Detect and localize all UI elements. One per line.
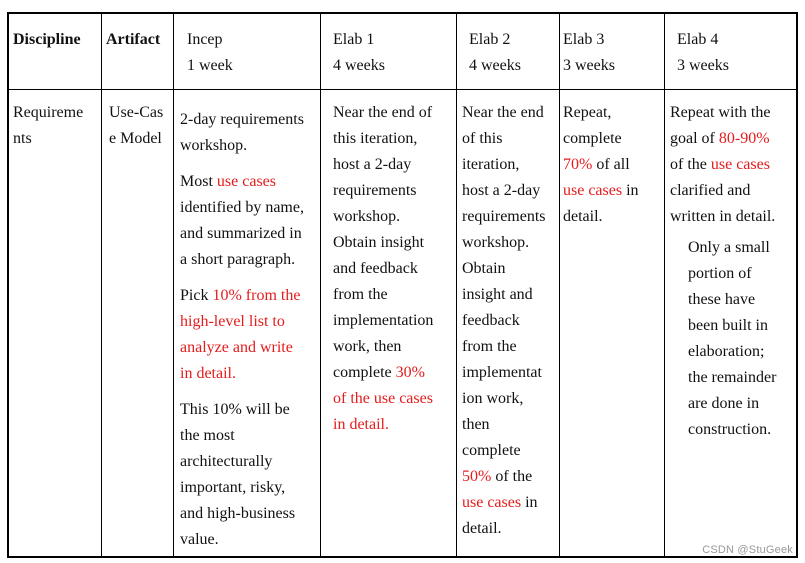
cell-discipline: Requireme nts [13, 104, 84, 147]
cell-elab2: Near the end of this iteration, host a 2-day requirements workshop. Obtain insight and feedback from the implementat ion work, then complete 50% of the use cases in detail. [462, 104, 546, 537]
header-discipline: Discipline [13, 31, 81, 48]
column-divider [101, 14, 102, 556]
header-elab1: Elab 1 4 weeks [333, 31, 385, 74]
header-artifact: Artifact [106, 31, 161, 48]
cell-elab3: Repeat, complete 70% of all use cases in detail. [563, 104, 639, 225]
cell-incep: 2-day requirements workshop. Most use cases identified by name, and summarized in a short paragraph. Pick 10% from the high-level list to analyze and write in detail. This 10% will be the most architecturally important, risky, and high-business value. [180, 111, 304, 548]
cell-artifact: Use-Cas e Model [109, 104, 164, 147]
header-elab3: Elab 3 3 weeks [563, 31, 615, 74]
header-elab4: Elab 4 3 weeks [677, 31, 729, 74]
header-divider [9, 89, 796, 90]
cell-elab1: Near the end of this iteration, host a 2-day requirements workshop. Obtain insight and feedback from the implementation work, then complete 30% of the use cases in detail. [333, 104, 434, 433]
column-divider [664, 14, 665, 556]
header-incep: Incep 1 week [187, 31, 233, 74]
column-divider [320, 14, 321, 556]
elab4-indented-paragraph: Only a small portion of these have been built in elaboration; the remainder are done in construction. [688, 239, 777, 438]
column-divider [173, 14, 174, 556]
watermark: CSDN @StuGeek [702, 544, 793, 556]
requirements-table [7, 12, 798, 558]
header-elab2: Elab 2 4 weeks [469, 31, 521, 74]
cell-elab4: Repeat with the goal of 80-90% of the use cases clarified and written in detail. Only a small portion of these have been built in elaboration; the remainder are done in construction. [670, 100, 798, 443]
